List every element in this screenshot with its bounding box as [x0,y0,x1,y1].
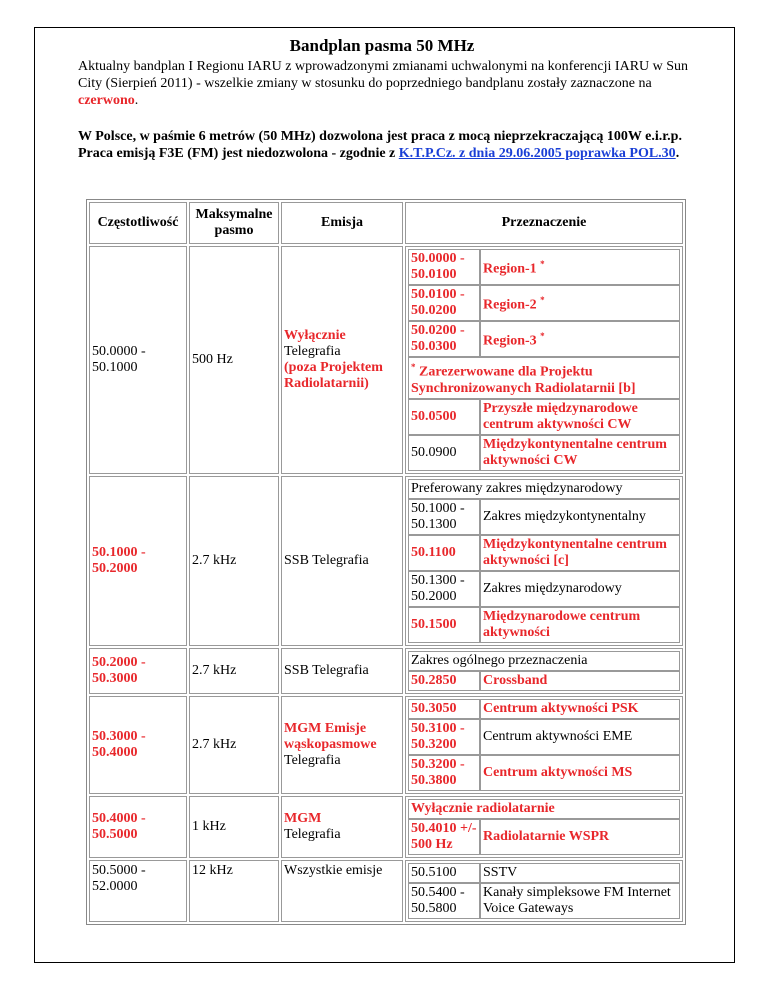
list-item [408,719,680,755]
bandplan-table [86,199,686,925]
dest-text: Crossband [480,671,680,691]
emission-cell: Wszystkie emisje [281,860,403,922]
dest-freq: 50.3050 [408,699,480,719]
purpose-cell [405,476,683,646]
bandwidth-cell: 2.7 kHz [189,696,279,794]
header-emission: Emisja [281,202,403,244]
intro-end: . [134,93,139,108]
dest-freq: 50.0500 [408,399,480,435]
emission-red: MGM [284,810,322,826]
dest-text: Radiolatarnie WSPR [480,819,680,855]
purpose-cell [405,860,683,922]
dest-text: Centrum aktywności PSK [480,699,680,719]
notice-end: . [675,146,680,161]
dest-text: Międzykontynentalne centrum aktywności [c] [480,535,680,571]
list-item [408,321,680,357]
notice-fm [78,145,698,162]
list-item [408,799,680,819]
intro-paragraph [78,58,698,109]
list-item [408,863,680,883]
header-bandwidth: Maksymalne pasmo [189,202,279,244]
list-item [408,399,680,435]
purpose-cell [405,648,683,694]
purpose-cell [405,696,683,794]
dest-freq: 50.2850 [408,671,480,691]
table-row [89,796,683,858]
dest-text [480,321,680,357]
emission-text: Telegrafia [284,826,341,842]
table-row [89,860,683,922]
emission-cell: SSB Telegrafia [281,476,403,646]
dest-freq: 50.3200 - 50.3800 [408,755,480,791]
dest-freq: 50.0100 - 50.0200 [408,285,480,321]
emission-red-note: (poza Projektem Radiolatarnii) [284,359,383,391]
dest-text: Przyszłe międzynarodowe centrum aktywności CW [480,399,680,435]
dest-freq: 50.0000 - 50.0100 [408,249,480,285]
dest-freq: 50.3100 - 50.3200 [408,719,480,755]
freq-cell: 50.4000 - 50.5000 [89,796,187,858]
dest-text: Centrum aktywności EME [480,719,680,755]
dest-freq: 50.4010 +/- 500 Hz [408,819,480,855]
notice-fm-text: Praca emisją F3E (FM) jest niedozwolona - zgodnie z [78,146,399,161]
list-item [408,435,680,471]
dest-freq: 50.1000 - 50.1300 [408,499,480,535]
ktpcz-link[interactable]: K.T.P.Cz. z dnia 29.06.2005 poprawka POL.30 [398,146,676,161]
dest-text: Zakres międzykontynentalny [480,499,680,535]
freq-cell: 50.2000 - 50.3000 [89,648,187,694]
purpose-cell [405,246,683,474]
document-content [52,36,712,162]
poland-notice [78,128,698,162]
freq-cell: 50.5000 - 52.0000 [89,860,187,922]
dest-label: Region-3 [483,333,537,349]
emission-text: Telegrafia [284,343,341,359]
emission-cell [281,246,403,474]
dest-freq: 50.1300 - 50.2000 [408,571,480,607]
emission-red: MGM Emisje wąskopasmowe [284,720,377,752]
preferred-range: Preferowany zakres międzynarodowy [408,479,680,499]
emission-cell [281,696,403,794]
bandwidth-cell: 12 kHz [189,860,279,922]
dest-text: Kanały simpleksowe FM Internet Voice Gateways [480,883,680,919]
table-header-row [89,202,683,244]
list-item [408,535,680,571]
dest-freq: 50.5100 [408,863,480,883]
purpose-cell [405,796,683,858]
table-row [89,696,683,794]
list-item [408,479,680,499]
dest-text [480,285,680,321]
list-item [408,883,680,919]
list-item [408,571,680,607]
note-sup: * [411,362,416,372]
list-item [408,699,680,719]
dest-freq: 50.1100 [408,535,480,571]
dest-label: Region-1 [483,261,537,277]
dest-freq: 50.1500 [408,607,480,643]
freq-cell: 50.3000 - 50.4000 [89,696,187,794]
bandwidth-cell: 1 kHz [189,796,279,858]
list-item [408,651,680,671]
dest-sup: * [540,331,545,342]
header-frequency: Częstotliwość [89,202,187,244]
emission-red: Wyłącznie [284,327,346,343]
freq-cell: 50.1000 - 50.2000 [89,476,187,646]
emission-cell [281,796,403,858]
dest-sup: * [540,295,545,306]
bandwidth-cell: 500 Hz [189,246,279,474]
dest-text: Międzynarodowe centrum aktywności [480,607,680,643]
list-item [408,357,680,399]
emission-cell: SSB Telegrafia [281,648,403,694]
bandwidth-cell: 2.7 kHz [189,476,279,646]
list-item [408,285,680,321]
beacons-only: Wyłącznie radiolatarnie [408,799,680,819]
list-item [408,249,680,285]
dest-text: Międzykontynentalne centrum aktywności CW [480,435,680,471]
dest-label: Region-2 [483,297,537,313]
general-range: Zakres ogólnego przeznaczenia [408,651,680,671]
dest-freq: 50.5400 - 50.5800 [408,883,480,919]
intro-red-word: czerwono [78,93,135,108]
dest-freq: 50.0200 - 50.0300 [408,321,480,357]
intro-text: Aktualny bandplan I Regionu IARU z wprowadzonymi zmianami uchwalonymi na konferencji IARU w Sun City (Sierpień 2011) - wszelkie zmiany w stosunku do poprzedniego bandplanu zostały zaznaczone na [78,59,689,91]
bandwidth-cell: 2.7 kHz [189,648,279,694]
notice-power: W Polsce, w paśmie 6 metrów (50 MHz) dozwolona jest praca z mocą nieprzekraczającą 100W e.i.r.p. [78,129,682,144]
dest-sup: * [540,259,545,270]
reserved-note [408,357,680,399]
page-title: Bandplan pasma 50 MHz [289,36,475,55]
dest-freq: 50.0900 [408,435,480,471]
table-row [89,648,683,694]
list-item [408,499,680,535]
list-item [408,819,680,855]
list-item [408,755,680,791]
header-purpose: Przeznaczenie [405,202,683,244]
note-text: Zarezerwowane dla Projektu Synchronizowanych Radiolatarnii [b] [411,364,636,396]
table-row [89,476,683,646]
dest-text: Centrum aktywności MS [480,755,680,791]
dest-text: Zakres międzynarodowy [480,571,680,607]
dest-text: SSTV [480,863,680,883]
list-item [408,671,680,691]
freq-cell: 50.0000 - 50.1000 [89,246,187,474]
table-row [89,246,683,474]
dest-text [480,249,680,285]
emission-text: Telegrafia [284,752,341,768]
list-item [408,607,680,643]
